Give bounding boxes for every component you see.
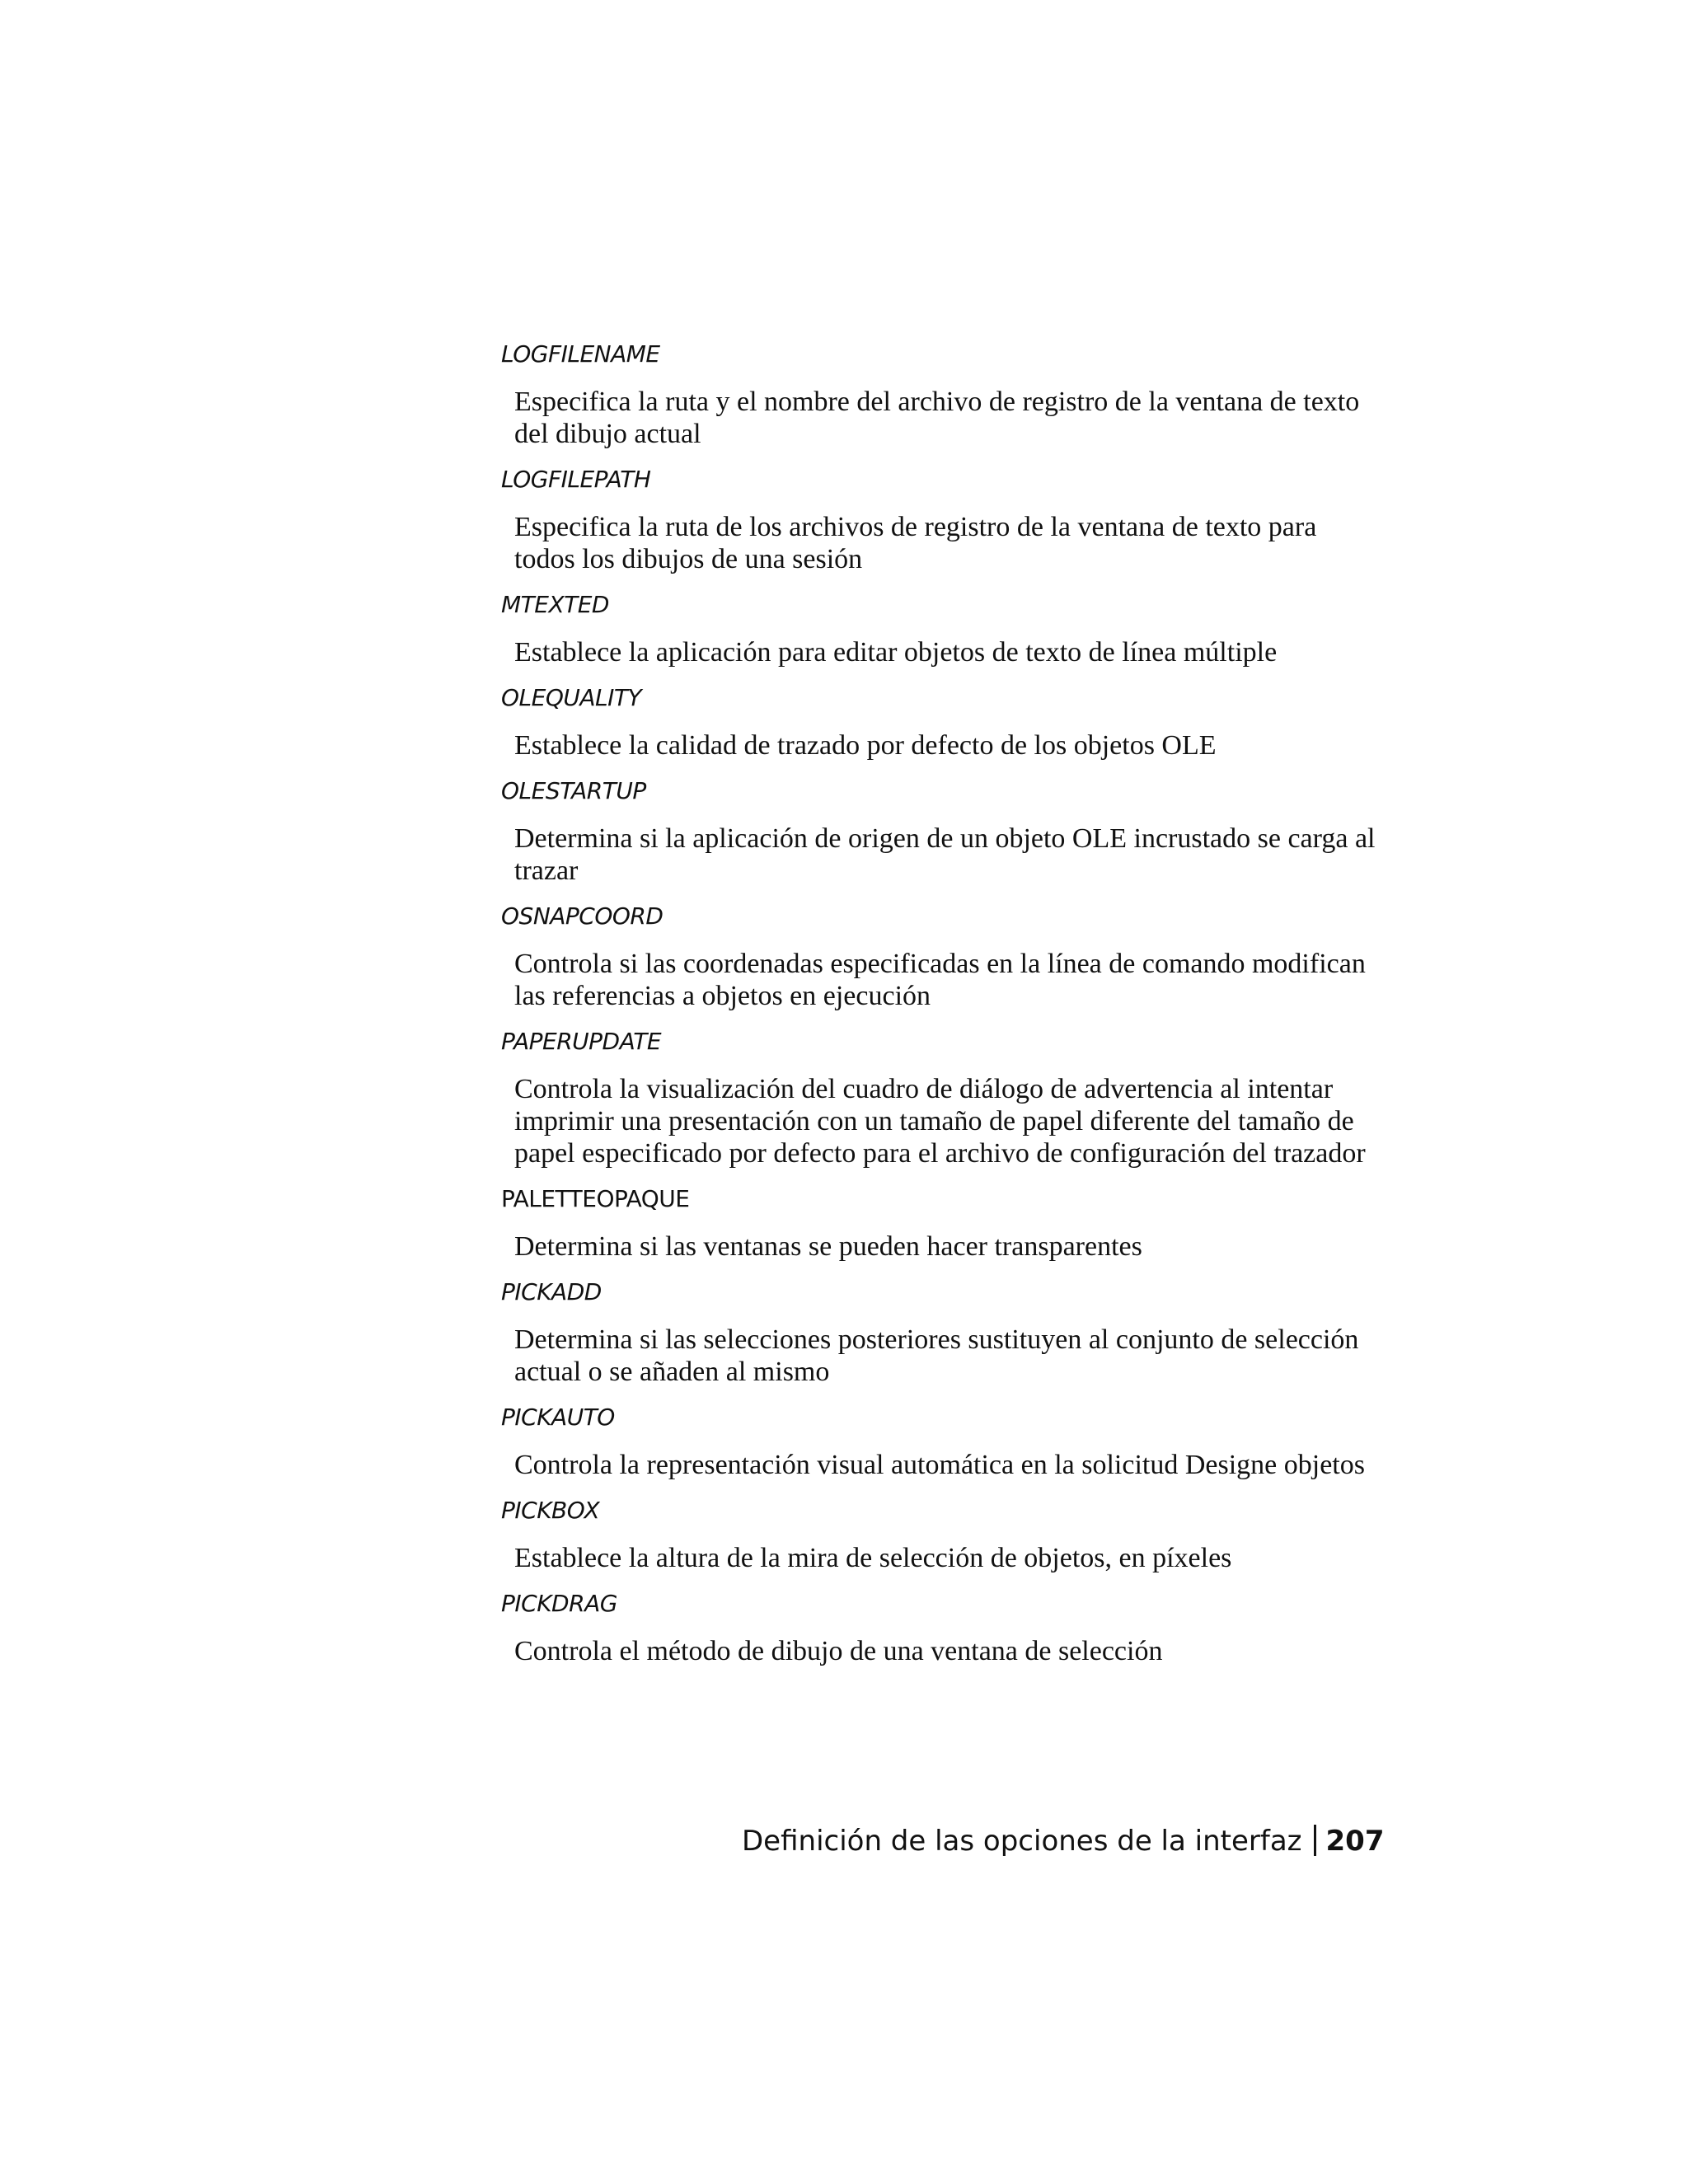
page-footer — [742, 1823, 1383, 1859]
entry-description: Controla el método de dibujo de una ventana de selección — [514, 1636, 1163, 1666]
entry-description: Controla si las coordenadas especificadas en la línea de comando modifican las referencias a objetos en ejecución — [514, 949, 1366, 1011]
entry-term: LOGFILENAME — [501, 340, 660, 368]
entry-term: PICKADD — [501, 1278, 602, 1305]
entry-description: Establece la calidad de trazado por defecto de los objetos OLE — [514, 730, 1217, 761]
entry-description: Determina si las selecciones posteriores sustituyen al conjunto de selección actual o se añaden al mismo — [514, 1324, 1359, 1387]
footer-section-title: Definición de las opciones de la interfaz — [742, 1825, 1302, 1858]
entry-description: Establece la aplicación para editar objetos de texto de línea múltiple — [514, 637, 1278, 668]
entry-term: PICKBOX — [501, 1497, 600, 1524]
entry-description: Determina si las ventanas se pueden hacer transparentes — [514, 1231, 1142, 1262]
entry-term: PICKDRAG — [501, 1590, 617, 1617]
entry-description: Establece la altura de la mira de selección de objetos, en píxeles — [514, 1543, 1232, 1573]
entry-description: Controla la representación visual automática en la solicitud Designe objetos — [514, 1450, 1365, 1480]
entry-term: MTEXTED — [501, 591, 609, 618]
entry-term: LOGFILEPATH — [501, 466, 651, 493]
entry-term: OLESTARTUP — [501, 777, 646, 804]
page-number: 207 — [1325, 1825, 1385, 1858]
entry-description: Especifica la ruta y el nombre del archivo de registro de la ventana de texto del dibujo actual — [514, 387, 1360, 449]
entry-description: Controla la visualización del cuadro de diálogo de advertencia al intentar imprimir una presentación con un tamaño de papel diferente del tamaño de papel especificado por defecto para el archivo de configuración del trazador — [514, 1074, 1366, 1169]
entry-term: OSNAPCOORD — [501, 902, 663, 930]
entry-term: PAPERUPDATE — [501, 1028, 662, 1055]
variable-list — [501, 338, 1383, 1680]
entry-term: PALETTEOPAQUE — [501, 1185, 690, 1212]
entry-term: PICKAUTO — [501, 1404, 615, 1431]
entry-description: Determina si la aplicación de origen de un objeto OLE incrustado se carga al trazar — [514, 823, 1376, 886]
footer-separator — [1314, 1825, 1316, 1856]
entry-term: OLEQUALITY — [501, 684, 642, 711]
entry-description: Especifica la ruta de los archivos de registro de la ventana de texto para todos los dibujos de una sesión — [514, 512, 1317, 574]
